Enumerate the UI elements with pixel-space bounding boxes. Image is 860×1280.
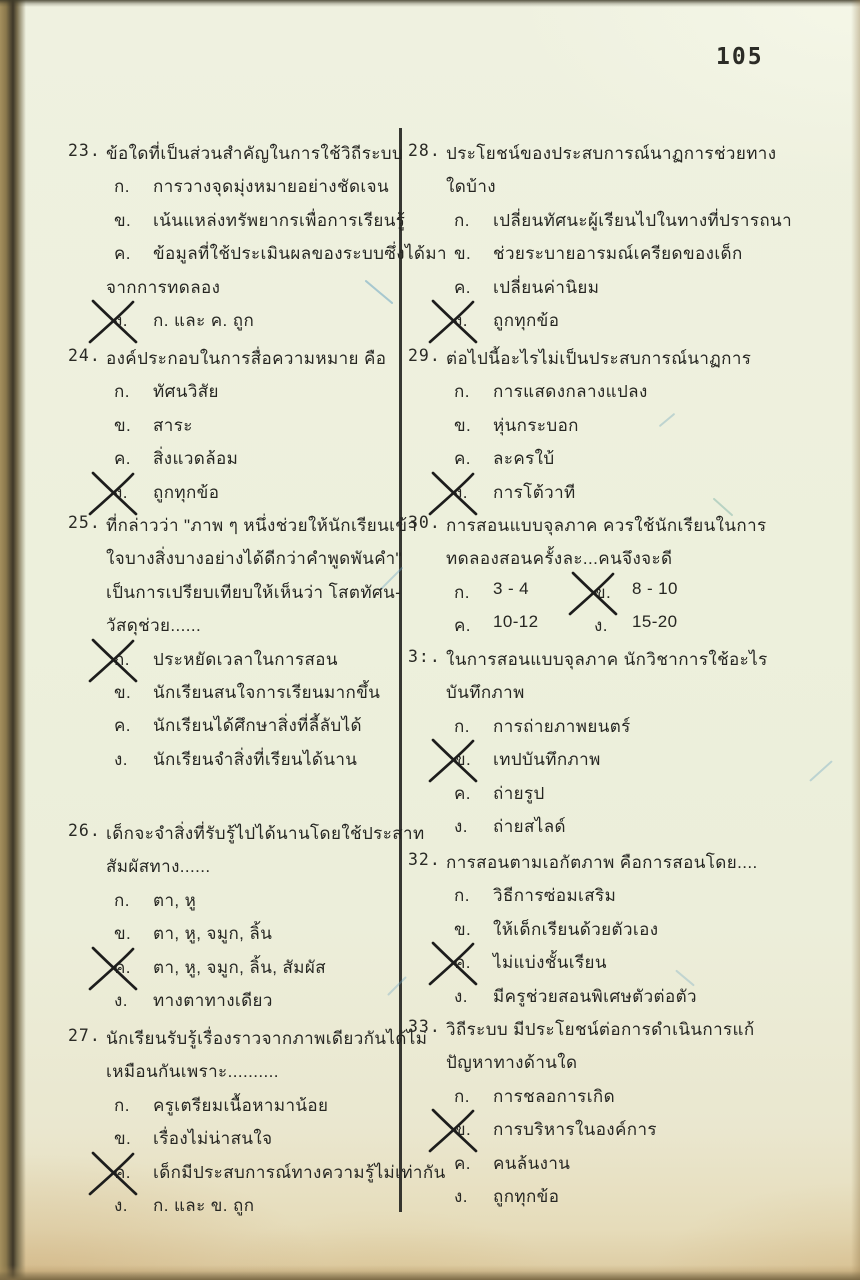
question-number: 26. [68, 821, 101, 840]
option-text: นักเรียนได้ศึกษาสิ่งที่ลี้ลับได้ [153, 716, 362, 736]
option-text: นักเรียนสนใจการเรียนมากขึ้น [153, 683, 381, 702]
option-text: ช่วยระบายอารมณ์เครียดของเด็ก [493, 244, 743, 264]
option-letter [114, 1192, 128, 1219]
question-number: 28. [408, 141, 441, 160]
option-text: เทปบันทึกภาพ [493, 750, 601, 770]
question-row [408, 849, 858, 883]
question-row [68, 512, 418, 546]
question-stem-continued: เป็นการเปรียบเทียบให้เห็นว่า โสตทัศน- [106, 582, 402, 602]
option-letter-text: ข. [114, 1129, 132, 1149]
option-text: การชลอการเกิด [493, 1086, 616, 1106]
option-letter [454, 307, 468, 334]
option-letter-text: ค. [114, 957, 131, 977]
question-row [68, 853, 400, 887]
option-text: มีครูช่วยสอนพิเศษตัวต่อตัว [493, 986, 697, 1006]
option-letter-text: ก. [114, 649, 130, 669]
question-stem-continued: จากการทดลอง [106, 277, 221, 297]
question-row [68, 987, 400, 1021]
option-letter [114, 954, 131, 981]
question-row [408, 646, 858, 680]
question-stem-continued: ปัญหาทางด้านใด [446, 1053, 578, 1073]
option-letter [454, 412, 471, 439]
option-letter-text: ง. [594, 616, 608, 636]
option-text: ตา, หู [153, 890, 197, 910]
question-stem-continued: ใดบ้าง [446, 177, 496, 197]
option-letter-text: ก. [114, 382, 130, 402]
question-row [408, 173, 858, 207]
question-row [68, 1159, 446, 1193]
question-stem-text: องค์ประกอบในการสื่อความหมาย คือ [106, 349, 387, 368]
question-row [68, 954, 400, 988]
question-stem-text: ข้อใดที่เป็นส่วนสำคัญในการใช้วิถีระบบ [106, 144, 404, 163]
question-number: 3:. [408, 647, 441, 666]
question-row [68, 1025, 428, 1059]
question-row [408, 412, 858, 446]
question-row [408, 1116, 858, 1150]
option-letter [114, 887, 130, 914]
option-letter-text: ค. [454, 953, 471, 973]
option-letter [114, 920, 131, 947]
option-letter-text: ข. [454, 415, 472, 435]
question-row [68, 240, 447, 274]
question-row [408, 307, 858, 341]
option-text: คนล้นงาน [493, 1153, 571, 1173]
question-row [68, 445, 400, 479]
option-text: 3 - 4 [493, 578, 530, 598]
question-number: 27. [68, 1026, 101, 1045]
question-stem-continued: เหมือนกันเพราะ.......... [106, 1062, 279, 1082]
question-row [68, 887, 400, 921]
option-letter-text: ข. [454, 750, 472, 770]
option-text: เน้นแหล่งทรัพยากรเพื่อการเรียนรู้ [153, 210, 406, 230]
option-text: นักเรียนจำสิ่งที่เรียนได้นาน [153, 749, 358, 769]
question-row [68, 746, 400, 780]
question-number: 32. [408, 850, 441, 869]
question-row [408, 1016, 858, 1050]
option-letter-text: ง. [454, 1187, 468, 1206]
question-stem-continued: สัมผัสทาง...... [106, 857, 211, 877]
option-text: ตา, หู, จมูก, ลิ้น [153, 924, 273, 944]
option-letter [454, 445, 471, 472]
option-letter-text: ก. [114, 890, 130, 910]
option-letter [454, 612, 471, 639]
option-letter [114, 307, 128, 334]
option-letter-text: ง. [454, 482, 468, 502]
option-text: ถูกทุกข้อ [493, 311, 560, 330]
question-row [68, 612, 400, 646]
question-number: 30. [408, 513, 441, 532]
question-row [408, 1049, 858, 1083]
option-letter-text: ง. [114, 482, 128, 502]
option-text: เด็กมีประสบการณ์ทางความรู้ไม่เท่ากัน [153, 1162, 446, 1182]
option-letter [594, 612, 608, 639]
option-letter [114, 646, 130, 673]
option-letter-text: ก. [454, 210, 470, 230]
option-text: สิ่งแวดล้อม [153, 449, 239, 469]
option-text: เรื่องไม่น่าสนใจ [153, 1129, 273, 1149]
option-letter-text: ข. [454, 919, 472, 939]
option-text: ข้อมูลที่ใช้ประเมินผลของระบบซึ่งได้มา [153, 244, 447, 264]
question-row [68, 679, 400, 713]
option-text: เปลี่ยนทัศนะผู้เรียนไปในทางที่ปรารถนา [493, 210, 793, 230]
question-row [408, 1183, 858, 1217]
option-letter-text: ข. [454, 1120, 472, 1140]
option-letter [114, 479, 128, 506]
question-row [68, 712, 400, 746]
option-letter [114, 1125, 131, 1152]
option-letter [114, 445, 131, 472]
question-row [408, 378, 858, 412]
option-text: ตา, หู, จมูก, ลิ้น, สัมผัส [153, 957, 326, 977]
question-row [68, 479, 400, 513]
option-letter [114, 173, 130, 200]
option-letter [114, 1092, 130, 1119]
option-letter [114, 746, 128, 773]
option-letter [454, 579, 470, 606]
option-text: ทางตาทางเดียว [153, 991, 273, 1010]
question-number: 23. [68, 141, 101, 160]
option-letter-text: ค. [114, 716, 131, 736]
option-letter-text: ค. [114, 244, 131, 264]
option-letter-text: ก. [454, 716, 470, 736]
question-stem-text: เด็กจะจำสิ่งที่รับรู้ไปได้นานโดยใช้ประสาท [106, 824, 425, 843]
question-row [68, 1125, 400, 1159]
option-letter-text: ง. [114, 311, 128, 330]
option-letter [454, 983, 468, 1010]
option-text: ถ่ายสไลด์ [493, 817, 566, 836]
option-text: 15-20 [632, 612, 678, 632]
question-row [408, 780, 858, 814]
option-letter-text: ข. [594, 582, 612, 602]
option-text: ละครใบ้ [493, 449, 555, 469]
option-text: ไม่แบ่งชั้นเรียน [493, 953, 607, 973]
option-letter [114, 712, 131, 739]
question-stem-text: การสอนตามเอกัตภาพ คือการสอนโดย.... [446, 853, 758, 872]
option-letter-text: ง. [114, 991, 128, 1010]
option-text: ประหยัดเวลาในการสอน [153, 649, 338, 669]
question-row [68, 1192, 400, 1226]
option-letter [454, 813, 468, 840]
option-letter [454, 1183, 468, 1210]
question-number: 25. [68, 513, 101, 532]
option-letter [114, 412, 131, 439]
question-row [408, 882, 858, 916]
option-letter-text: ค. [454, 616, 471, 636]
option-letter-text: ก. [114, 1095, 130, 1115]
option-text: ก. และ ค. ถูก [153, 311, 255, 330]
option-text: การถ่ายภาพยนตร์ [493, 716, 631, 736]
question-row [68, 378, 400, 412]
option-letter [114, 1159, 131, 1186]
option-text: หุ่นกระบอก [493, 415, 579, 435]
question-row [68, 274, 400, 308]
question-row [408, 679, 858, 713]
question-row [68, 140, 404, 174]
option-letter [454, 240, 471, 267]
question-row [68, 412, 400, 446]
question-stem-text: การสอนแบบจุลภาค ควรใช้นักเรียนในการ [446, 516, 767, 535]
option-letter [454, 780, 471, 807]
option-letter-text: ง. [114, 749, 128, 769]
question-row [68, 345, 400, 379]
option-text: การวางจุดมุ่งหมายอย่างชัดเจน [153, 177, 389, 197]
option-text: 8 - 10 [632, 578, 678, 598]
option-letter-text: ข. [114, 924, 132, 944]
option-letter [454, 713, 470, 740]
question-row [408, 916, 858, 950]
question-stem-text: ประโยชน์ของประสบการณ์นาฏการช่วยทาง [446, 144, 777, 163]
question-row [68, 820, 425, 854]
question-row [408, 579, 858, 613]
question-row [408, 1083, 858, 1117]
option-letter [114, 679, 131, 706]
option-letter-text: ค. [454, 277, 471, 297]
option-letter [454, 882, 470, 909]
question-row [408, 140, 858, 174]
option-letter-text: ค. [454, 783, 471, 803]
option-letter-text: ค. [114, 449, 131, 469]
page-top-edge [0, 0, 860, 7]
question-row [408, 1150, 858, 1184]
option-text: 10-12 [493, 612, 539, 632]
question-stem-continued: บันทึกภาพ [446, 683, 525, 703]
option-letter [454, 916, 471, 943]
question-number: 29. [408, 346, 441, 365]
book-binding-edge [0, 0, 26, 1280]
question-row [408, 983, 858, 1017]
question-row [408, 813, 858, 847]
question-row [408, 274, 858, 308]
option-letter-text: ค. [114, 1162, 131, 1182]
option-letter-text: ง. [454, 311, 468, 330]
option-letter [454, 1150, 471, 1177]
option-letter [454, 746, 471, 773]
question-row [68, 579, 400, 613]
question-number: 24. [68, 346, 101, 365]
option-text: ครูเตรียมเนื้อหามาน้อย [153, 1095, 329, 1115]
option-text: การบริหารในองค์การ [493, 1120, 657, 1140]
option-letter [114, 378, 130, 405]
page-bottom-edge [0, 1265, 860, 1280]
option-letter-text: ข. [454, 244, 472, 264]
option-text: เปลี่ยนค่านิยม [493, 277, 600, 297]
option-letter-text: ง. [454, 817, 468, 836]
question-row [68, 1092, 400, 1126]
option-letter [454, 1116, 471, 1143]
option-letter [454, 207, 470, 234]
question-row [68, 207, 406, 241]
option-letter-text: ก. [454, 1086, 470, 1106]
option-letter [454, 479, 468, 506]
option-letter [454, 378, 470, 405]
option-letter-text: ก. [454, 382, 470, 402]
question-row [408, 713, 858, 747]
option-letter [454, 274, 471, 301]
question-stem-continued: ใจบางสิ่งบางอย่างได้ดีกว่าคำพูดพันคำ" [106, 549, 402, 569]
option-letter-text: ง. [114, 1196, 128, 1215]
option-text: การโต้วาที [493, 482, 576, 502]
question-row [408, 207, 858, 241]
question-row [408, 512, 858, 546]
question-stem-text: วิถีระบบ มีประโยชน์ต่อการดำเนินการแก้ [446, 1020, 755, 1039]
question-row [408, 746, 858, 780]
option-text: การแสดงกลางแปลง [493, 382, 648, 402]
question-row [408, 240, 858, 274]
option-letter-text: ข. [114, 415, 132, 435]
question-row [408, 445, 858, 479]
question-row [68, 307, 400, 341]
question-row [408, 345, 858, 379]
question-row [408, 949, 858, 983]
option-text: ก. และ ข. ถูก [153, 1196, 255, 1215]
option-letter [454, 1083, 470, 1110]
option-letter [114, 240, 131, 267]
option-text: ถูกทุกข้อ [493, 1187, 560, 1206]
option-text: สาระ [153, 415, 193, 435]
question-row [68, 545, 400, 579]
option-letter-text: ข. [114, 210, 132, 230]
question-row [68, 1058, 400, 1092]
question-number: 33. [408, 1017, 441, 1036]
question-row [68, 173, 400, 207]
question-stem-text: นักเรียนรับรู้เรื่องราวจากภาพเดียวกันได้ไม่ [106, 1029, 428, 1048]
page-number: 105 [716, 44, 764, 70]
option-letter-text: ค. [454, 1153, 471, 1173]
question-row [408, 545, 858, 579]
question-row [68, 920, 400, 954]
option-text: ให้เด็กเรียนด้วยตัวเอง [493, 919, 659, 939]
option-letter [114, 987, 128, 1014]
option-letter [454, 949, 471, 976]
question-stem-text: ที่กล่าวว่า "ภาพ ๆ หนึ่งช่วยให้นักเรียนเข้า [106, 516, 418, 535]
question-stem-text: ต่อไปนี้อะไรไม่เป็นประสบการณ์นาฏการ [446, 349, 752, 368]
option-letter-text: ก. [454, 886, 470, 906]
option-text: ทัศนวิสัย [153, 382, 219, 402]
option-letter [114, 207, 131, 234]
option-letter-text: ก. [454, 582, 470, 602]
option-letter-text: ก. [114, 177, 130, 197]
question-stem-continued: วัสดุช่วย...... [106, 616, 202, 636]
option-text: ถูกทุกข้อ [153, 482, 220, 502]
question-row [68, 646, 400, 680]
option-text: ถ่ายรูป [493, 783, 545, 803]
option-letter-text: ค. [454, 449, 471, 469]
option-letter [594, 579, 611, 606]
question-row [408, 612, 858, 646]
question-stem-continued: ทดลองสอนครั้งละ...คนจึงจะดี [446, 549, 673, 569]
question-row [408, 479, 858, 513]
option-letter-text: ง. [454, 986, 468, 1006]
option-text: วิธีการซ่อมเสริม [493, 886, 617, 906]
question-stem-text: ในการสอนแบบจุลภาค นักวิชาการใช้อะไร [446, 650, 768, 669]
option-letter-text: ข. [114, 683, 132, 702]
